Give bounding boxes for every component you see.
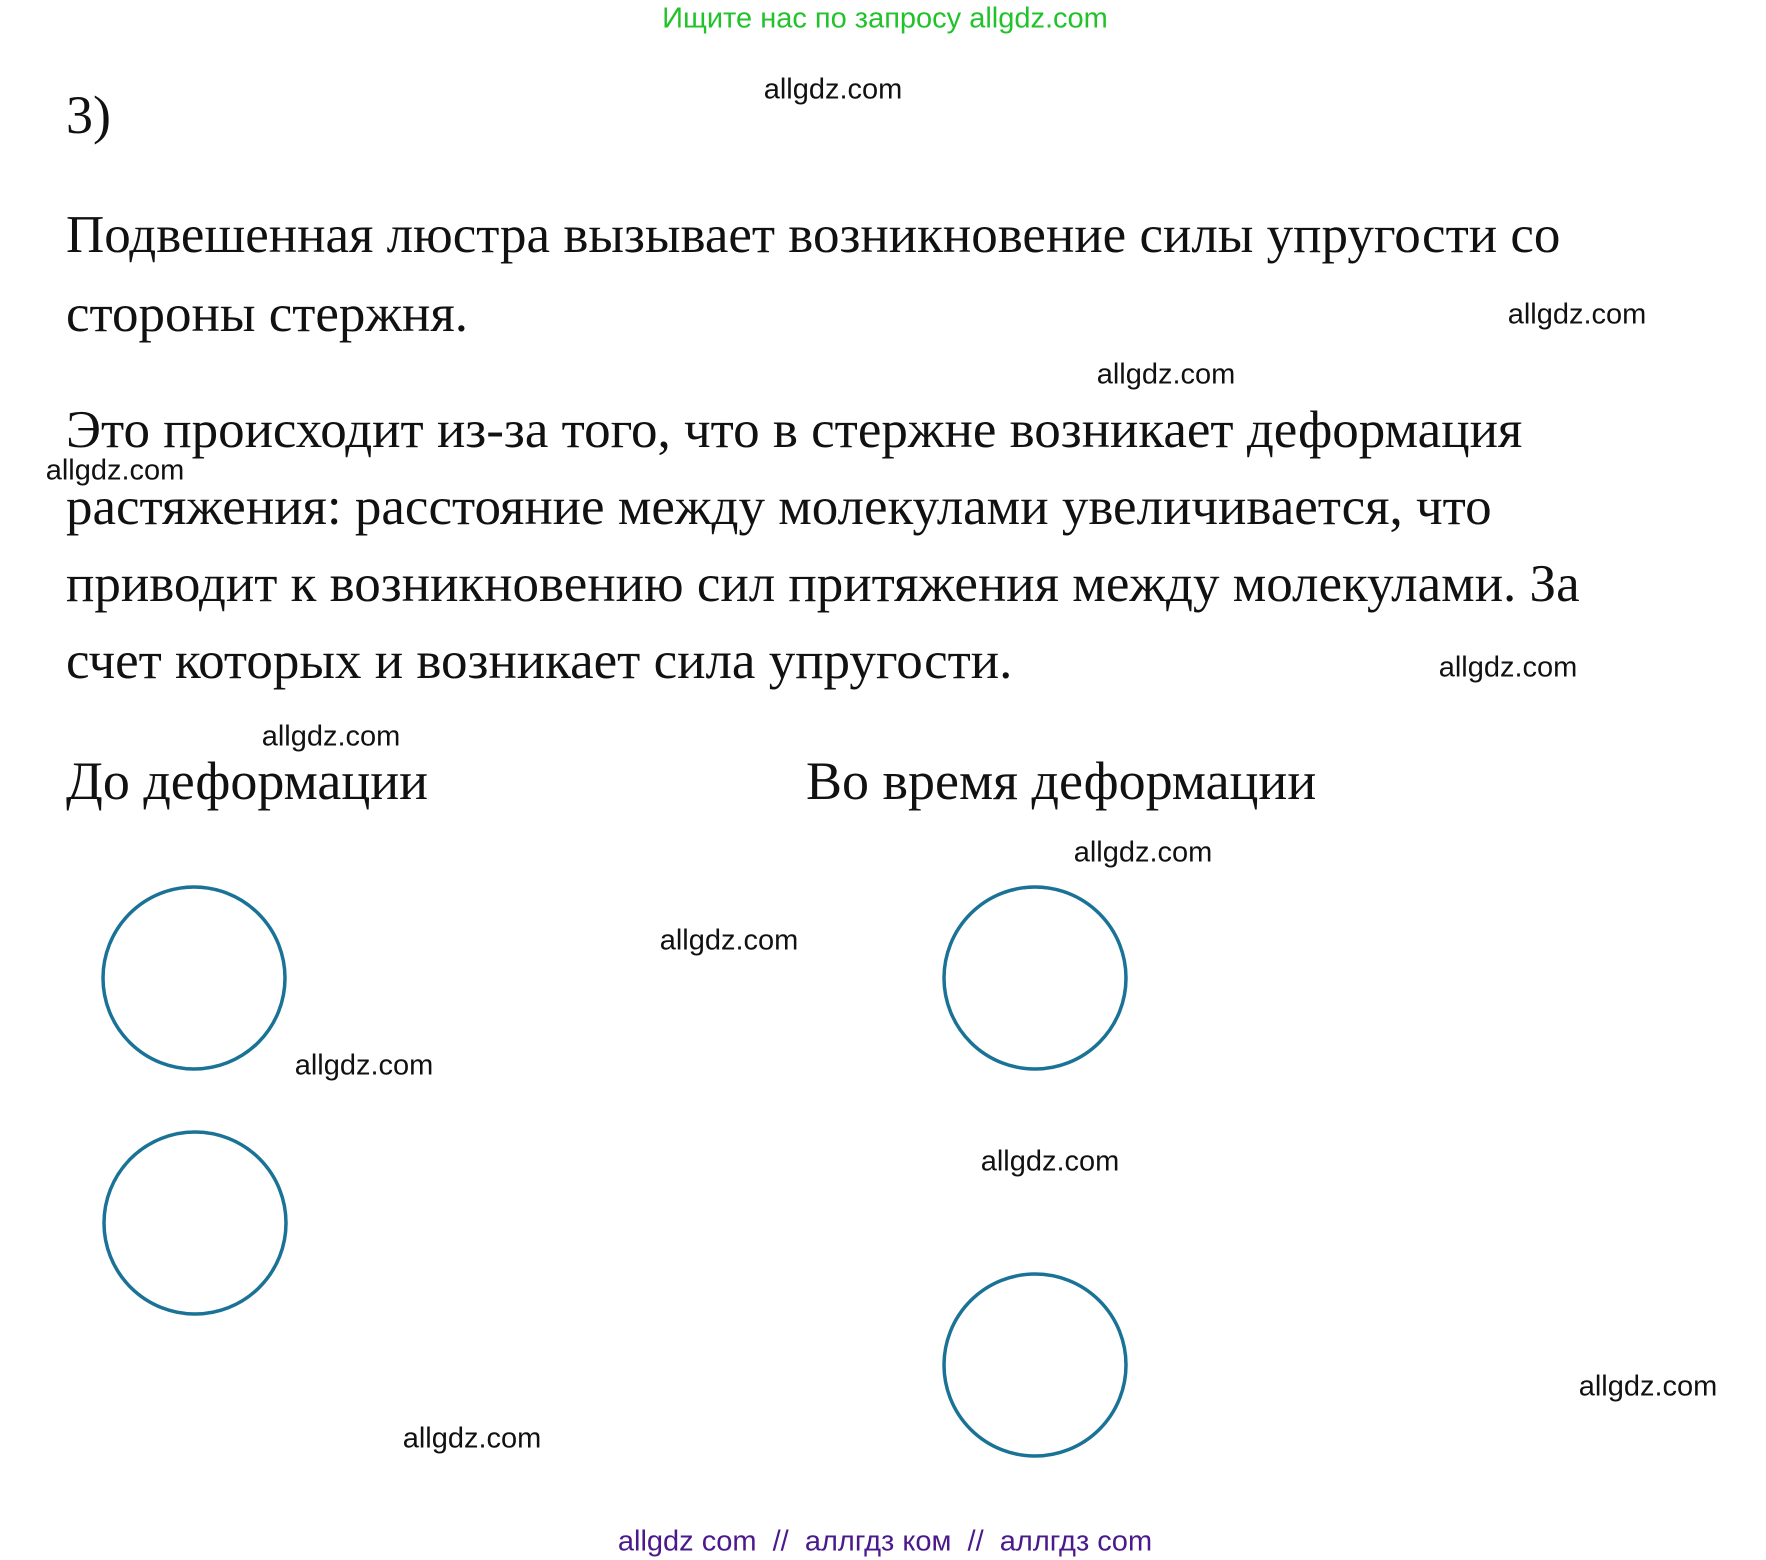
item-number: 3) <box>66 85 111 145</box>
watermark: allgdz.com <box>402 1422 542 1455</box>
watermark: allgdz.com <box>45 454 185 487</box>
watermark: allgdz.com <box>1438 651 1578 684</box>
watermark: allgdz.com <box>1096 358 1236 391</box>
paragraph-line: Это происходит из-за того, что в стержне возникает деформация <box>66 401 1523 459</box>
heading-during-deformation: Во время деформации <box>806 751 1317 811</box>
watermark: allgdz.com <box>659 924 799 957</box>
watermark: allgdz.com <box>980 1145 1120 1178</box>
paragraph-line: растяжения: расстояние между молекулами увеличивается, что <box>66 478 1492 536</box>
molecule-circle <box>944 887 1126 1069</box>
watermark: allgdz.com <box>294 1049 434 1082</box>
paragraph-line: приводит к возникновению сил притяжения между молекулами. За <box>66 555 1580 613</box>
molecule-circle <box>103 887 285 1069</box>
molecule-circle <box>104 1132 286 1314</box>
watermark: allgdz.com <box>763 73 903 106</box>
watermark: allgdz.com <box>1507 298 1647 331</box>
paragraph-line: стороны стержня. <box>66 285 469 343</box>
heading-before-deformation: До деформации <box>66 751 429 811</box>
molecule-circle <box>944 1274 1126 1456</box>
paragraph-line: счет которых и возникает сила упругости. <box>66 632 1013 690</box>
watermark: allgdz.com <box>261 720 401 753</box>
paragraph-line: Подвешенная люстра вызывает возникновение силы упругости со <box>66 206 1561 264</box>
header-banner: Ищите нас по запросу allgdz.com <box>662 2 1108 35</box>
watermark: allgdz.com <box>1073 836 1213 869</box>
footer-banner: allgdz com // аллгдз ком // аллгдз com <box>617 1525 1153 1558</box>
watermark: allgdz.com <box>1578 1370 1718 1403</box>
